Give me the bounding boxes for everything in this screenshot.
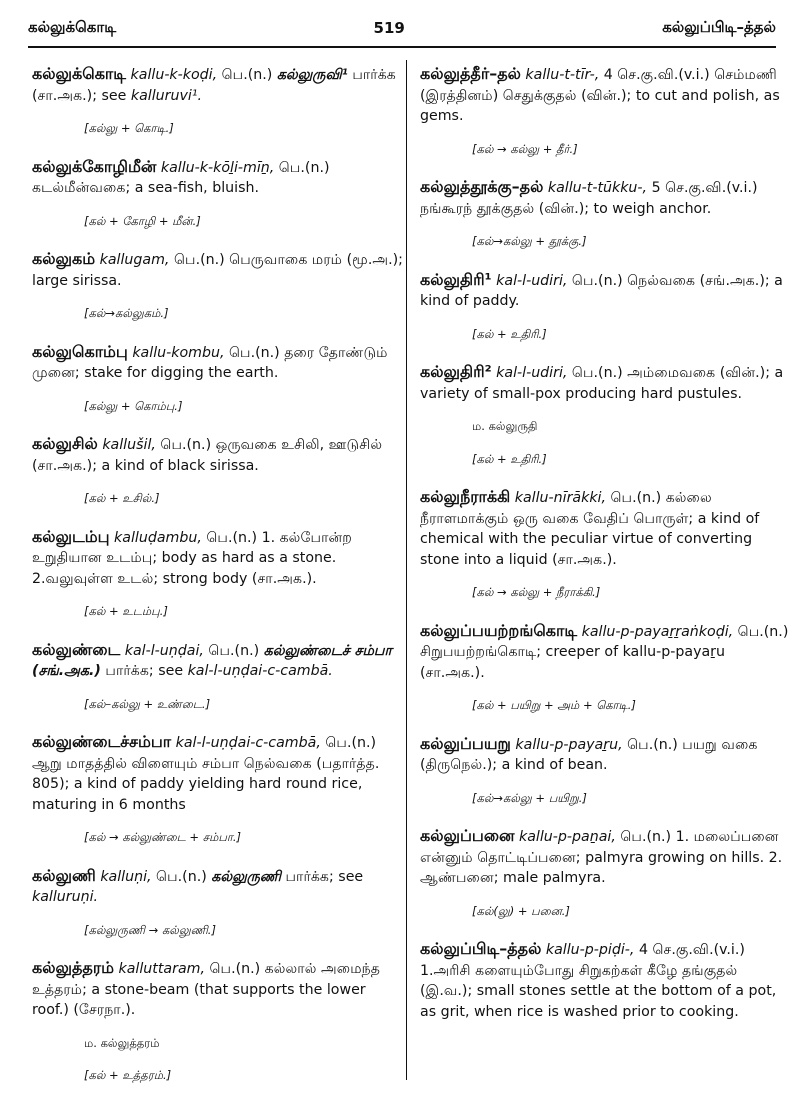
dictionary-entry xyxy=(420,487,792,603)
part-of-speech: பெ.(n.) xyxy=(217,67,277,83)
transliteration: kallu-t-tīr-, xyxy=(525,67,600,83)
etymology-line xyxy=(84,827,404,848)
headword: கல்லுதிரி² xyxy=(420,362,492,381)
entry-body xyxy=(32,866,404,908)
left-column xyxy=(32,64,404,1104)
etymology-line xyxy=(84,694,404,715)
dictionary-entry xyxy=(420,621,792,716)
cross-reference: கல்லுருணி xyxy=(211,868,281,885)
page-header xyxy=(28,16,776,40)
etymology-line xyxy=(472,901,792,922)
definition: நெல்வகை (சங்.அக.); a kind of paddy. xyxy=(420,272,783,309)
dictionary-entry xyxy=(32,342,404,417)
cognate-line xyxy=(84,1033,404,1054)
part-of-speech: பெ.(n.) xyxy=(615,829,676,845)
definition: ஒருவகை உசிலி, ஊடுசில் (சா.அக.); a kind of black sirissa. xyxy=(32,437,383,474)
entry-body xyxy=(32,434,404,476)
etymology-line xyxy=(472,324,792,345)
page-number: 519 xyxy=(373,19,405,37)
header-rule xyxy=(28,46,776,48)
right-column xyxy=(420,64,792,1026)
dictionary-entry xyxy=(420,734,792,809)
etymology-line xyxy=(472,449,792,470)
definition: பெருவாகை மரம் (மூ.அ.); large sirissa. xyxy=(32,252,403,289)
entry-body xyxy=(420,734,792,776)
definition: தரை தோண்டும் முனை; stake for digging the earth. xyxy=(32,344,388,381)
etymology: [கல்→கல்லு + பயிறு.] xyxy=(472,790,587,805)
etymology: [கல் + உதிரி.] xyxy=(472,326,547,341)
headword: கல்லுகொம்பு xyxy=(32,341,128,361)
definition: கல்லை நீராளமாக்கும் ஒரு வகை வேதிப் பொருள்; a kind of chemical with the peculiar virtue of converting stone into a liquid (சா.அக.). xyxy=(420,490,760,568)
etymology: [கல் + உதிரி.] xyxy=(472,451,547,466)
etymology-line xyxy=(84,601,404,622)
headword: கல்லுப்பிடி–த்தல் xyxy=(420,939,542,958)
transliteration: kal-l-uṇḍai, xyxy=(124,642,204,659)
part-of-speech: பெ.(n.) xyxy=(622,736,683,753)
headword: கல்லுதிரி¹ xyxy=(420,269,492,289)
headword: கல்லுண்டைச்சம்பா xyxy=(32,732,172,751)
headword: கல்லுத்தரம் xyxy=(32,958,114,977)
dictionary-entry xyxy=(32,527,404,622)
etymology: [கல்–கல்லு + உண்டை.] xyxy=(84,696,211,711)
etymology-line xyxy=(84,1065,404,1086)
cognate-line xyxy=(472,416,792,437)
definition: அம்மைவகை (வின்.); a variety of small-pox producing hard pustules. xyxy=(420,365,784,402)
headword: கல்லுப்பனை xyxy=(420,826,515,845)
transliteration: kallugam, xyxy=(99,252,170,268)
definition: நங்கூரந் தூக்குதல் (வின்.); to weigh anchor. xyxy=(420,200,712,217)
etymology: [கல் + பயிறு + அம் + கொடி.] xyxy=(472,698,636,712)
part-of-speech: பெ.(n.) xyxy=(155,437,216,453)
transliteration: kal-l-uṇḍai-c-cambā, xyxy=(175,735,321,751)
transliteration: kallu-p-paṉai, xyxy=(518,829,616,845)
etymology-line xyxy=(472,788,792,809)
etymology-line xyxy=(84,303,404,324)
transliteration: kallu-p-payaṟṟaṅkoḍi, xyxy=(581,623,734,640)
dictionary-entry xyxy=(420,362,792,469)
headword: கல்லுநீராக்கி xyxy=(420,487,511,506)
part-of-speech: பெ.(n.) xyxy=(605,490,666,506)
entry-body xyxy=(32,640,404,682)
dictionary-entry xyxy=(32,249,404,324)
cross-reference: கல்லுண்டைச் சம்பா (சங்.அக.) xyxy=(32,642,392,679)
header-right-guideword: கல்லுப்பிடி–த்தல் xyxy=(662,18,776,36)
definition-transliteration: kalluruvi¹. xyxy=(130,87,203,104)
etymology: [கல் + உடம்பு.] xyxy=(84,604,168,618)
part-of-speech: பெ.(n.) xyxy=(733,623,789,640)
header-left-guideword: கல்லுக்கொடி xyxy=(28,18,117,36)
transliteration: kalluttaram, xyxy=(118,961,205,977)
dictionary-entry xyxy=(420,939,792,1022)
cognate: ம. கல்லுருதி xyxy=(472,419,538,433)
transliteration: kallu-p-payaṟu, xyxy=(515,736,623,753)
entry-body xyxy=(420,621,792,684)
etymology: [கல்→கல்லு + தூக்கு.] xyxy=(472,234,587,248)
dictionary-entry xyxy=(420,177,792,252)
entry-body xyxy=(420,177,792,219)
part-of-speech: பெ.(n.) xyxy=(567,272,628,289)
headword: கல்லுணி xyxy=(32,865,96,885)
etymology: [கல் + உத்தரம்.] xyxy=(84,1068,172,1082)
part-of-speech: பெ.(n.) xyxy=(169,252,230,268)
entry-body xyxy=(32,342,404,384)
entry-body xyxy=(420,270,792,312)
dictionary-entry xyxy=(32,157,404,232)
entry-body xyxy=(32,732,404,815)
definition: சிறுபயற்றங்கொடி; creeper of kallu-p-payaṟu (சா.அக.). xyxy=(420,644,725,681)
transliteration: kallu-kombu, xyxy=(132,344,225,361)
headword: கல்லுப்பயறு xyxy=(420,733,511,753)
entry-body xyxy=(32,249,404,291)
definition: கடல்மீன்வகை; a sea-fish, bluish. xyxy=(32,180,259,196)
transliteration: kallu-nīrākki, xyxy=(514,490,606,506)
part-of-speech: பெ.(n.) xyxy=(201,529,262,546)
entry-body xyxy=(420,826,792,889)
dictionary-entry xyxy=(32,958,404,1086)
transliteration: kal-l-udiri, xyxy=(496,365,568,381)
etymology-line xyxy=(84,211,404,232)
transliteration: kallu-k-koḍi, xyxy=(130,67,218,83)
etymology: [கல்→கல்லுகம்.] xyxy=(84,306,169,320)
entry-body xyxy=(32,958,404,1021)
etymology-line xyxy=(84,118,404,139)
part-of-speech: 4 செ.கு.வி.(v.i.) xyxy=(599,67,715,83)
etymology-line xyxy=(472,139,792,160)
dictionary-entry xyxy=(32,434,404,509)
entry-body xyxy=(32,527,404,590)
part-of-speech: பெ.(n.) xyxy=(320,735,377,751)
headword: கல்லுகம் xyxy=(32,249,96,268)
definition: பார்க்க (சா.அக.); see xyxy=(32,67,396,104)
column-divider xyxy=(406,60,407,1080)
part-of-speech: பெ.(n.) xyxy=(151,868,212,885)
entry-body xyxy=(420,939,792,1022)
definition: ஆறு மாதத்தில் விளையும் சம்பா நெல்வகை (பதார்த்த. 805); a kind of paddy yielding hard round rice, maturing in 6 months xyxy=(32,755,380,813)
transliteration: kalluṇi, xyxy=(100,868,152,885)
etymology: [கல் → கல்லுண்டை + சம்பா.] xyxy=(84,830,242,844)
dictionary-entry xyxy=(420,64,792,159)
definition: 1.அரிசி களையும்போது சிறுகற்கள் கீழே தங்குதல் (இ.வ.); small stones settle at the bottom of a pot, as grit, when rice is washed prior to cooking. xyxy=(420,962,777,1020)
dictionary-entry xyxy=(420,270,792,345)
headword: கல்லுத்தீர்–தல் xyxy=(420,64,521,83)
transliteration: kal-l-udiri, xyxy=(496,272,568,289)
entry-body xyxy=(420,64,792,127)
part-of-speech: பெ.(n.) xyxy=(274,159,330,176)
definition: பார்க்க; see xyxy=(280,868,364,885)
definition: 1. கல்போன்ற உறுதியான உடம்பு; body as hard as a stone. 2.வலுவுள்ள உடல்; strong body (சா.அக.). xyxy=(32,529,352,587)
entry-body xyxy=(32,64,404,106)
etymology: [கல் + உசில்.] xyxy=(84,491,160,505)
etymology-line xyxy=(472,582,792,603)
entry-body xyxy=(32,157,404,199)
headword: கல்லுக்கொடி xyxy=(32,64,127,83)
etymology-line xyxy=(472,231,792,252)
definition: கல்லால் அமைந்த உத்தரம்; a stone-beam (that supports the lower roof.) (சேரநா.). xyxy=(32,961,380,1018)
etymology: [கல் + கோழி + மீன்.] xyxy=(84,213,201,228)
part-of-speech: பெ.(n.) xyxy=(567,365,628,381)
headword: கல்லுண்டை xyxy=(32,639,121,659)
transliteration: kallu-p-piḍi-, xyxy=(545,942,635,958)
etymology: [கல்லு + கொடி.] xyxy=(84,121,174,135)
transliteration: kallušil, xyxy=(102,437,156,453)
entry-body xyxy=(420,487,792,570)
etymology: [கல்லு + கொம்பு.] xyxy=(84,398,183,413)
part-of-speech: பெ.(n.) xyxy=(203,642,264,659)
etymology: [கல்(லு) + பனை.] xyxy=(472,903,570,918)
etymology: [கல் → கல்லு + தீர்.] xyxy=(472,141,578,156)
etymology: [கல் → கல்லு + நீராக்கி.] xyxy=(472,585,601,599)
definition: பயறு வகை (திருநெல்.); a kind of bean. xyxy=(420,736,758,773)
transliteration: kallu-t-tūkku-, xyxy=(547,180,648,196)
definition: 1. மலைப்பனை என்னும் தொட்டிப்பனை; palmyra growing on hills. 2. ஆண்பனை; male palmyra. xyxy=(420,829,783,886)
part-of-speech: 5 செ.கு.வி.(v.i.) xyxy=(647,180,758,196)
definition: பார்க்க; see xyxy=(100,663,188,679)
dictionary-entry xyxy=(32,640,404,715)
entry-body xyxy=(420,362,792,404)
headword: கல்லுப்பயற்றங்கொடி xyxy=(420,620,578,640)
definition: செம்மணி (இரத்தினம்) செதுக்குதல் (வின்.); to cut and polish, as gems. xyxy=(420,67,780,124)
etymology-line xyxy=(84,396,404,417)
headword: கல்லுடம்பு xyxy=(32,526,110,546)
transliteration: kallu-k-kōḻi-mīṉ, xyxy=(160,159,275,176)
dictionary-entry xyxy=(32,866,404,941)
dictionary-entry xyxy=(32,732,404,848)
dictionary-entry xyxy=(420,826,792,921)
transliteration: kalluḍambu, xyxy=(114,529,202,546)
etymology-line xyxy=(84,488,404,509)
part-of-speech: பெ.(n.) xyxy=(224,344,285,361)
etymology-line xyxy=(472,695,792,716)
headword: கல்லுத்தூக்கு–தல் xyxy=(420,177,544,196)
headword: கல்லுக்கோழிமீன் xyxy=(32,156,157,176)
cognate: ம. கல்லுத்தரம் xyxy=(84,1035,160,1050)
definition-transliteration: kalluruṇi. xyxy=(32,889,99,905)
definition-transliteration: kal-l-uṇḍai-c-cambā. xyxy=(187,663,333,679)
dictionary-entry xyxy=(32,64,404,139)
etymology: [கல்லுருணி → கல்லுணி.] xyxy=(84,922,216,937)
part-of-speech: பெ.(n.) xyxy=(204,961,265,977)
cross-reference: கல்லுருவி¹ xyxy=(276,67,348,83)
etymology-line xyxy=(84,920,404,941)
part-of-speech: 4 செ.கு.வி.(v.i.) xyxy=(634,942,745,958)
headword: கல்லுசில் xyxy=(32,434,98,453)
